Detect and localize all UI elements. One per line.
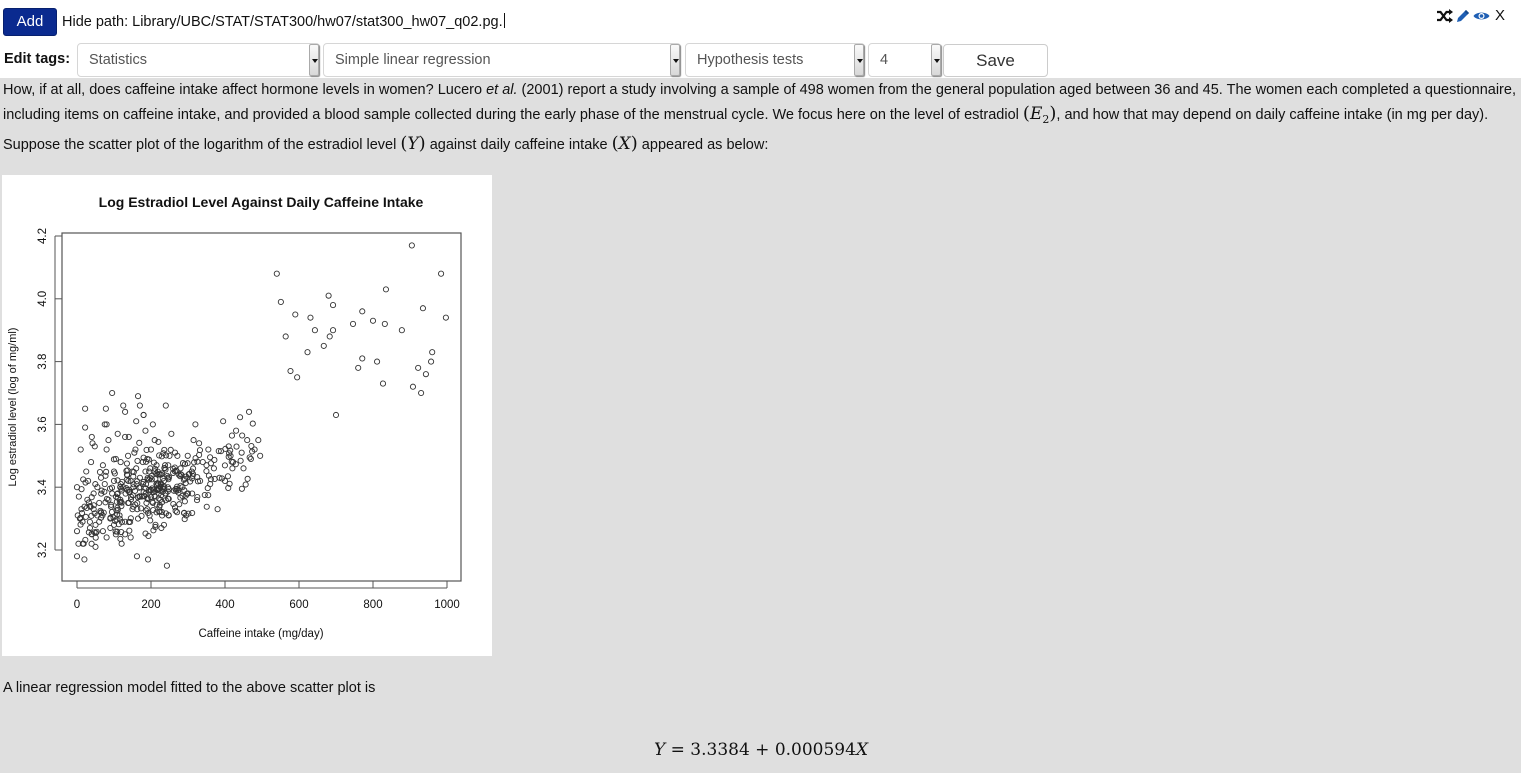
svg-text:4.2: 4.2 xyxy=(37,228,49,244)
model-intro: A linear regression model fitted to the above scatter plot is xyxy=(3,680,376,696)
svg-text:3.6: 3.6 xyxy=(37,416,49,433)
svg-text:3.2: 3.2 xyxy=(37,542,49,558)
pencil-icon[interactable] xyxy=(1456,9,1470,23)
chart-title: Log Estradiol Level Against Daily Caffeine Intake xyxy=(98,194,424,210)
section-select[interactable]: Hypothesis tests xyxy=(685,43,865,77)
chapter-select-arrow[interactable] xyxy=(670,44,680,76)
svg-text:400: 400 xyxy=(215,599,235,611)
svg-text:4.0: 4.0 xyxy=(37,290,49,307)
plot-frame xyxy=(62,233,461,581)
scatter-plot xyxy=(2,175,492,656)
scatter-plot-svg xyxy=(2,175,492,656)
subject-select-arrow[interactable] xyxy=(309,44,319,76)
svg-text:3.8: 3.8 xyxy=(37,353,49,370)
problem-path[interactable] xyxy=(62,13,505,30)
level-select-arrow[interactable] xyxy=(931,44,941,76)
save-button[interactable]: Save xyxy=(943,44,1048,77)
chapter-select[interactable]: Simple linear regression xyxy=(323,43,681,77)
data-points xyxy=(74,243,448,568)
svg-text:200: 200 xyxy=(141,599,161,611)
y-axis-label: Log estradiol level (log of mg/ml) xyxy=(7,327,19,487)
x-axis-label: Caffeine intake (mg/day) xyxy=(198,628,324,640)
problem-actions xyxy=(1436,7,1505,25)
edit-tags-label: Edit tags: xyxy=(4,51,71,67)
section-select-arrow[interactable] xyxy=(854,44,864,76)
text-cursor xyxy=(504,13,505,28)
close-icon[interactable]: X xyxy=(1495,7,1506,24)
add-button[interactable]: Add xyxy=(3,8,57,36)
subject-select[interactable]: Statistics xyxy=(77,43,320,77)
y-axis xyxy=(37,228,62,558)
problem-statement: How, if at all, does caffeine intake affect hormone levels in women? Lucero et al. (2001) report a study involving a sample of 498 women from the general population aged between 36 and 45. The women each completed a questionnaire, including items on caffeine intake, and provided a blood sample collected during the early phase of the menstrual cycle. We focus here on the level of estradiol $(E_2)$, and how that may depend on daily caffeine intake (in mg per day). Suppose the scatter plot of the logarithm of the estradiol level (Y) against daily caffeine intake (X) appeared as below: xyxy=(3,82,1516,154)
regression-equation: Y = 3.3384 + 0.000594X xyxy=(654,740,869,760)
problem-toolbar xyxy=(0,0,1524,42)
path-text: Hide path: Library/UBC/STAT/STAT300/hw07/stat300_hw07_q02.pg. xyxy=(62,14,503,30)
svg-text:0: 0 xyxy=(73,599,81,611)
level-select[interactable]: 4 xyxy=(868,43,941,77)
svg-text:600: 600 xyxy=(289,599,309,611)
eye-icon[interactable] xyxy=(1473,10,1490,22)
svg-text:800: 800 xyxy=(363,599,383,611)
problem-content xyxy=(0,78,1521,773)
svg-text:1000: 1000 xyxy=(434,599,460,611)
svg-text:3.4: 3.4 xyxy=(37,479,49,496)
tag-editor xyxy=(0,42,1524,78)
shuffle-icon[interactable] xyxy=(1436,9,1453,23)
x-axis xyxy=(74,581,460,611)
